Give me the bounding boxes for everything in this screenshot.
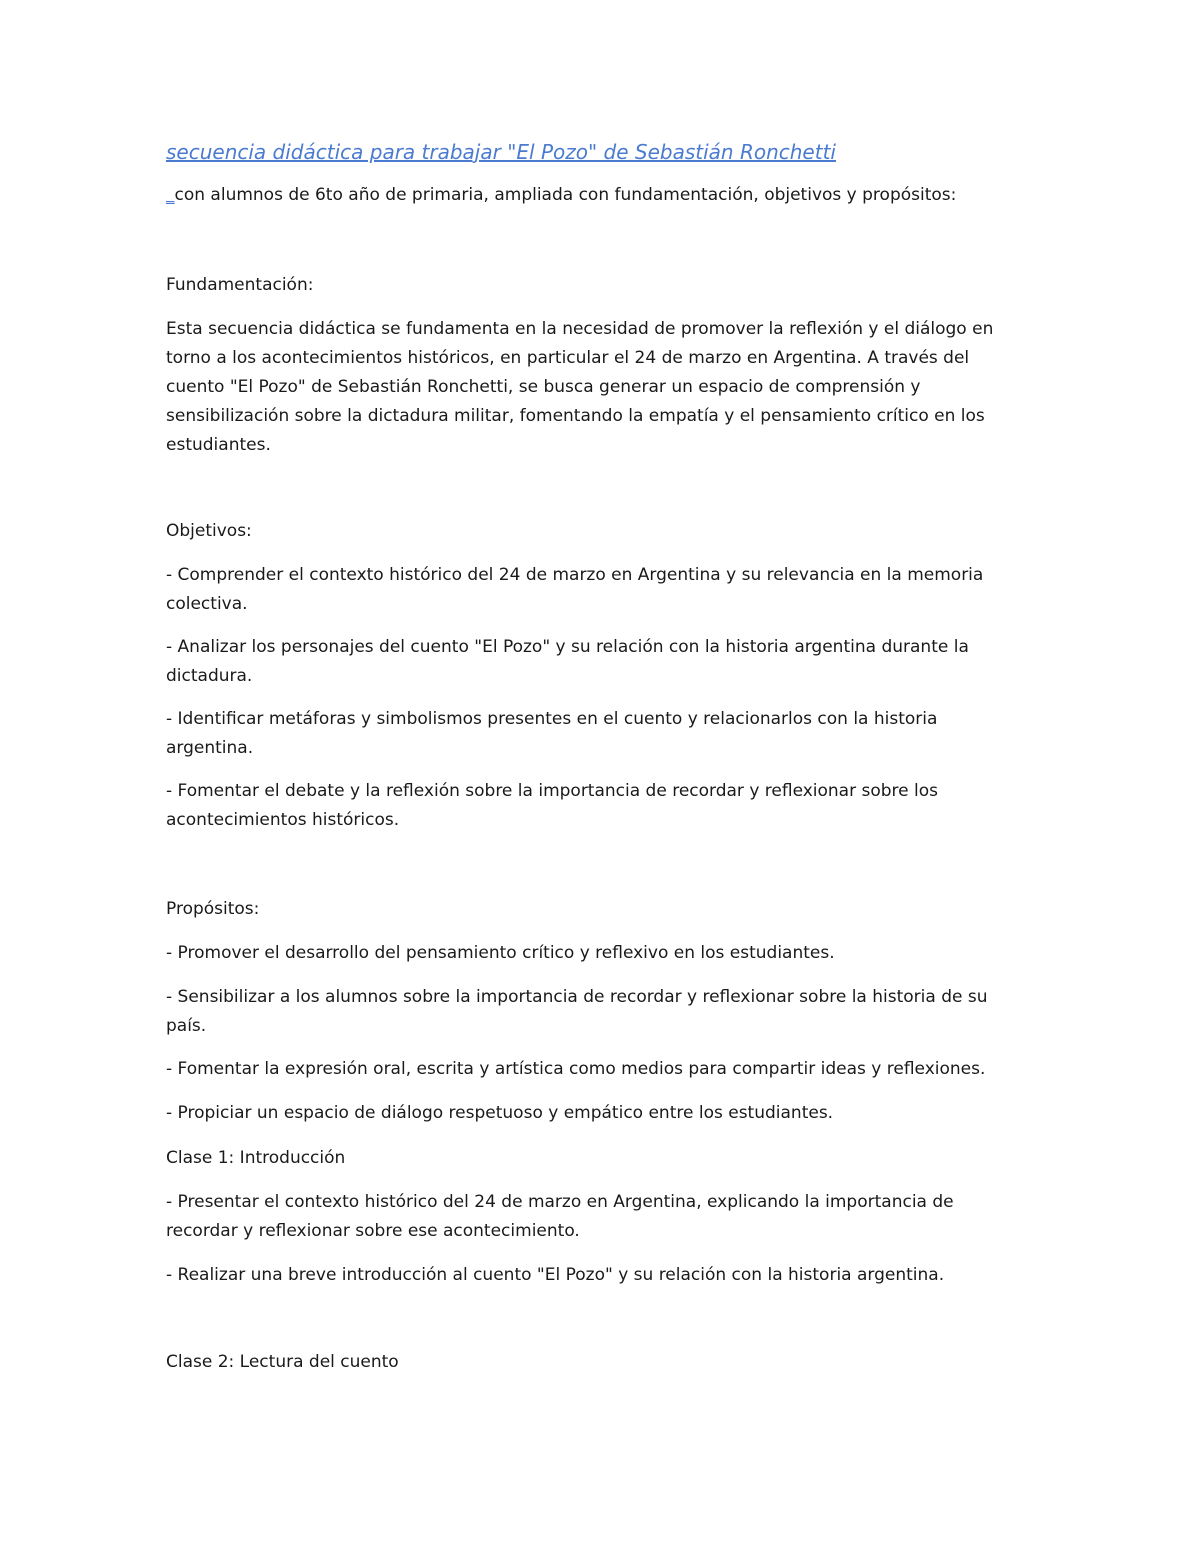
clase1-item: - Realizar una breve introducción al cuento "El Pozo" y su relación con la historia argentina. <box>166 1265 945 1285</box>
fundamentacion-section <box>166 271 1026 460</box>
document-title[interactable]: secuencia didáctica para trabajar "El Pozo" de Sebastián Ronchetti <box>166 140 836 164</box>
objetivo-item: - Analizar los personajes del cuento "El Pozo" y su relación con la historia argentina durante la dictadura. <box>166 637 969 686</box>
clase1-item: - Presentar el contexto histórico del 24 de marzo en Argentina, explicando la importancia de recordar y reflexionar sobre ese acontecimiento. <box>166 1192 954 1241</box>
clase2-heading: Clase 2: Lectura del cuento <box>166 1352 399 1372</box>
document-subtitle <box>166 183 1026 207</box>
proposito-item: - Promover el desarrollo del pensamiento crítico y reflexivo en los estudiantes. <box>166 943 835 963</box>
objetivo-item: - Fomentar el debate y la reflexión sobre la importancia de recordar y reflexionar sobre los acontecimientos históricos. <box>166 781 939 830</box>
clase1-heading: Clase 1: Introducción <box>166 1148 346 1168</box>
propositos-heading: Propósitos: <box>166 899 260 919</box>
proposito-item: - Propiciar un espacio de diálogo respetuoso y empático entre los estudiantes. <box>166 1103 834 1123</box>
fundamentacion-heading: Fundamentación: <box>166 275 314 295</box>
objetivos-section <box>166 517 1026 835</box>
subtitle-underscore: _ <box>166 185 175 205</box>
clase1-section <box>166 1144 1026 1290</box>
objetivos-heading: Objetivos: <box>166 521 252 541</box>
proposito-item: - Fomentar la expresión oral, escrita y artística como medios para compartir ideas y reflexiones. <box>166 1059 986 1079</box>
fundamentacion-text: Esta secuencia didáctica se fundamenta en la necesidad de promover la reflexión y el diálogo en torno a los acontecimientos históricos, en particular el 24 de marzo en Argentina. A través del cuento "El Pozo" de Sebastián Ronchetti, se busca generar un espacio de comprensión y sensibilización sobre la dictadura militar, fomentando la empatía y el pensamiento crítico en los estudiantes. <box>166 319 994 455</box>
proposito-item: - Sensibilizar a los alumnos sobre la importancia de recordar y reflexionar sobre la historia de su país. <box>166 987 988 1036</box>
document-body <box>166 137 1026 1372</box>
objetivo-item: - Identificar metáforas y simbolismos presentes en el cuento y relacionarlos con la historia argentina. <box>166 709 938 758</box>
objetivo-item: - Comprender el contexto histórico del 24 de marzo en Argentina y su relevancia en la memoria colectiva. <box>166 565 984 614</box>
clase2-section <box>166 1348 1026 1377</box>
subtitle-text: con alumnos de 6to año de primaria, ampliada con fundamentación, objetivos y propósitos: <box>174 185 957 205</box>
propositos-section <box>166 895 1026 1128</box>
